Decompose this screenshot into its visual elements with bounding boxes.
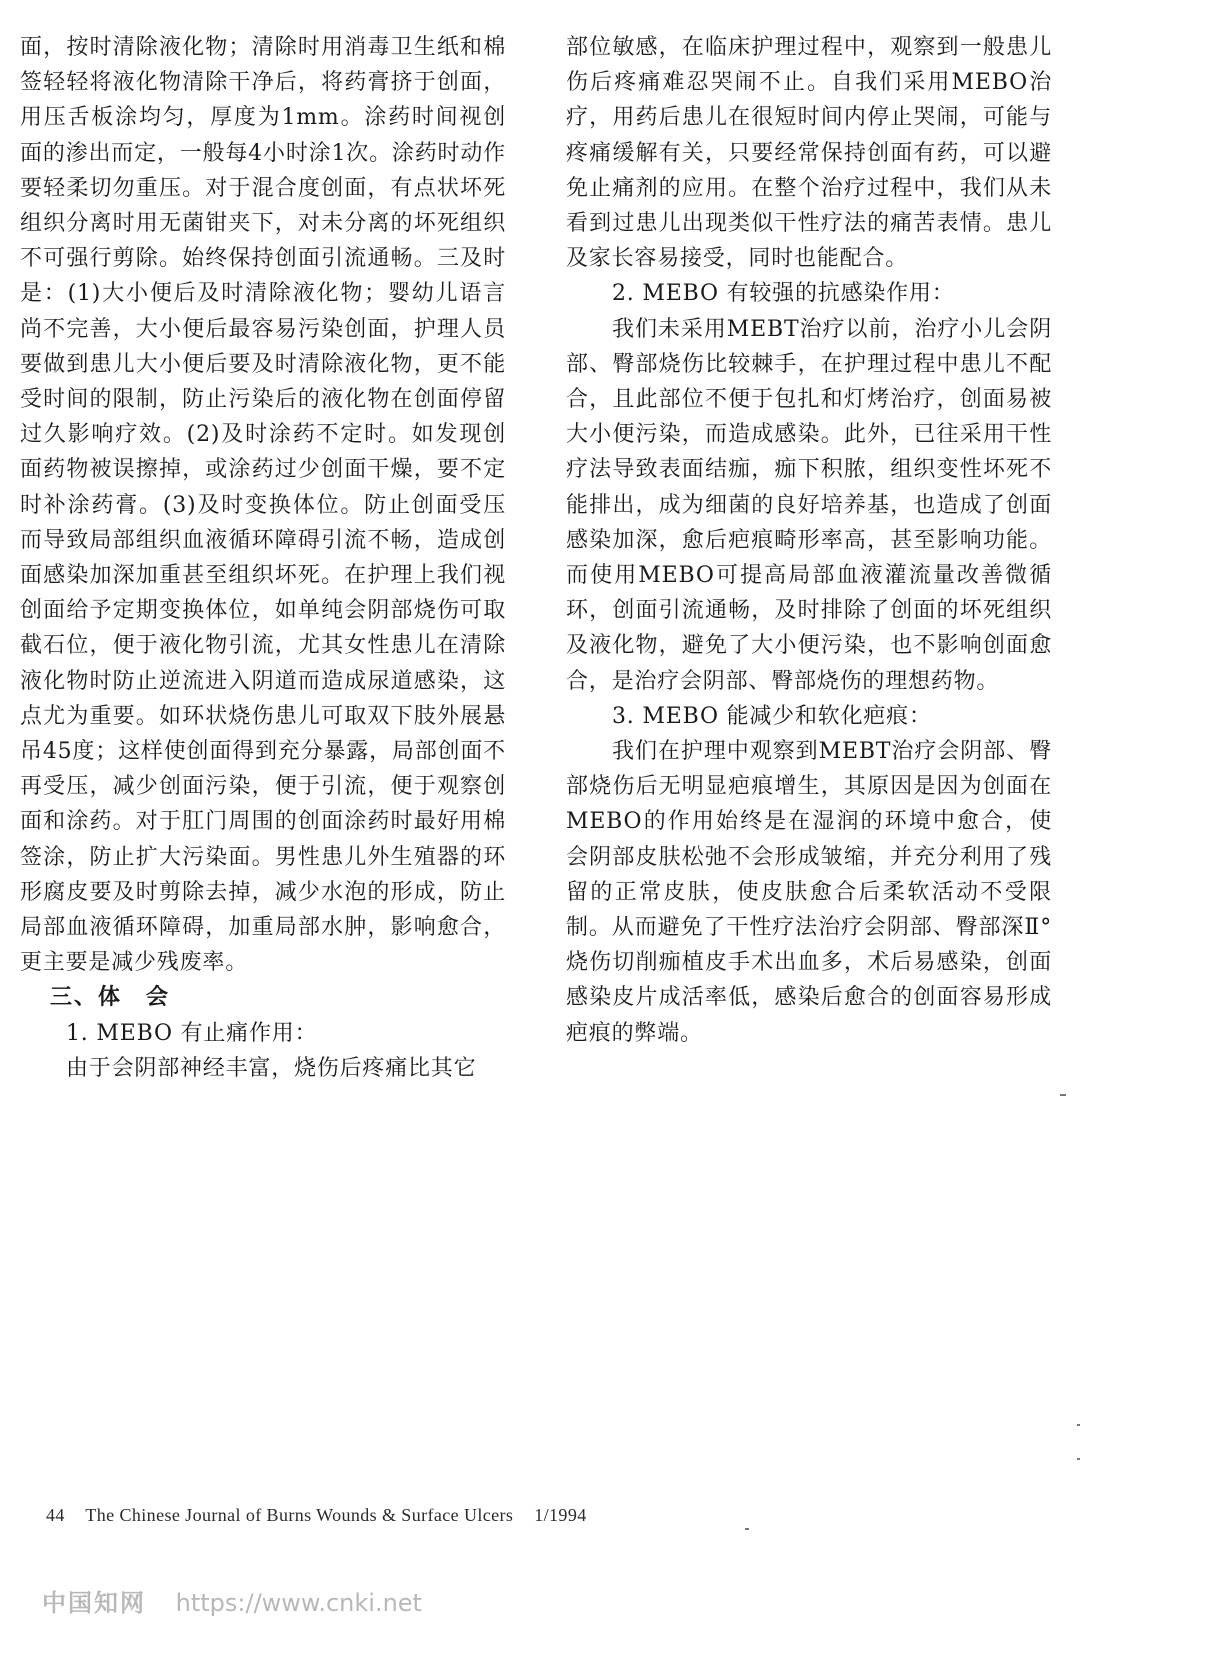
section-heading: 三、体 会 xyxy=(50,984,171,1011)
scan-speck xyxy=(745,1528,749,1530)
left-column xyxy=(20,30,506,1086)
watermark-name: 中国知网 xyxy=(42,1589,146,1617)
body-paragraph: 部位敏感，在临床护理过程中，观察到一般患儿伤后疼痛难忍哭闹不止。自我们采用MEBO治疗，用药后患儿在很短时间内停止哭闹，可能与疼痛缓解有关，只要经常保持创面有药，可以避免止痛剂的应用。在整个治疗过程中，我们从未看到过患儿出现类似干性疗法的痛苦表情。患儿及家长容易接受，同时也能配合。 xyxy=(566,35,1052,272)
item-title: 1. MEBO 有止痛作用： xyxy=(66,1020,318,1046)
body-paragraph: 我们在护理中观察到MEBT治疗会阴部、臀部烧伤后无明显疤痕增生，其原因是因为创面在MEBO的作用始终是在湿润的环境中愈合，使会阴部皮肤松弛不会形成皱缩，并充分利用了残留的正常皮肤，使皮肤愈合后柔软活动不受限制。从而避免了干性疗法治疗会阴部、臀部深Ⅱ°烧伤切削痂植皮手术出血多，术后易感染，创面感染皮片成活率低，感染后愈合的创面容易形成疤痕的弊端。 xyxy=(566,739,1052,1046)
item-title: 2. MEBO 有较强的抗感染作用： xyxy=(612,281,955,307)
cnki-watermark xyxy=(42,1583,422,1618)
page-footer xyxy=(46,1505,603,1526)
right-column xyxy=(566,30,1052,1051)
page-number: 44 xyxy=(46,1505,65,1525)
watermark-url: https://www.cnki.net xyxy=(175,1589,422,1617)
body-paragraph: 由于会阴部神经丰富，烧伤后疼痛比其它 xyxy=(66,1055,477,1081)
body-paragraph: 我们未采用MEBT治疗以前，治疗小儿会阴部、臀部烧伤比较棘手，在护理过程中患儿不配合，且此部位不便于包扎和灯烤治疗，创面易被大小便污染，而造成感染。此外，已往采用干性疗法导致表面结痂，痂下积脓，组织变性坏死不能排出，成为细菌的良好培养基，也造成了创面感染加深，愈后疤痕畸形率高，甚至影响功能。而使用MEBO可提高局部血液灌流量改善微循环，创面引流通畅，及时排除了创面的坏死组织及液化物，避免了大小便污染，也不影响创面愈合，是治疗会阴部、臀部烧伤的理想药物。 xyxy=(566,316,1052,694)
issue-number: 1/1994 xyxy=(534,1505,587,1525)
scan-speck xyxy=(1060,1094,1066,1096)
scan-speck xyxy=(1077,1458,1080,1460)
scan-speck xyxy=(1077,1424,1080,1426)
journal-name: The Chinese Journal of Burns Wounds & Surface Ulcers xyxy=(85,1505,514,1525)
body-paragraph: 面，按时清除液化物；清除时用消毒卫生纸和棉签轻轻将液化物清除干净后，将药膏挤于创面，用压舌板涂均匀，厚度为1mm。涂药时间视创面的渗出而定，一般每4小时涂1次。涂药时动作要轻柔切勿重压。对于混合度创面，有点状坏死组织分离时用无菌钳夹下，对未分离的坏死组织不可强行剪除。始终保持创面引流通畅。三及时是：(1)大小便后及时清除液化物；婴幼儿语言尚不完善，大小便后最容易污染创面，护理人员要做到患儿大小便后要及时清除液化物，更不能受时间的限制，防止污染后的液化物在创面停留过久影响疗效。(2)及时涂药不定时。如发现创面药物被误擦掉，或涂药过少创面干燥，要不定时补涂药膏。(3)及时变换体位。防止创面受压而导致局部组织血液循环障碍引流不畅，造成创面感染加深加重甚至组织坏死。在护理上我们视创面给予定期变换体位，如单纯会阴部烧伤可取截石位，便于液化物引流，尤其女性患儿在清除液化物时防止逆流进入阴道而造成尿道感染，这点尤为重要。如环状烧伤患儿可取双下肢外展悬吊45度；这样使创面得到充分暴露，局部创面不再受压，减少创面污染，便于引流，便于观察创面和涂药。对于肛门周围的创面涂药时最好用棉签涂，防止扩大污染面。男性患儿外生殖器的环形腐皮要及时剪除去掉，减少水泡的形成，防止局部血液循环障碍，加重局部水肿，影响愈合，更主要是减少残废率。 xyxy=(20,35,506,976)
item-title: 3. MEBO 能减少和软化疤痕： xyxy=(612,703,932,729)
